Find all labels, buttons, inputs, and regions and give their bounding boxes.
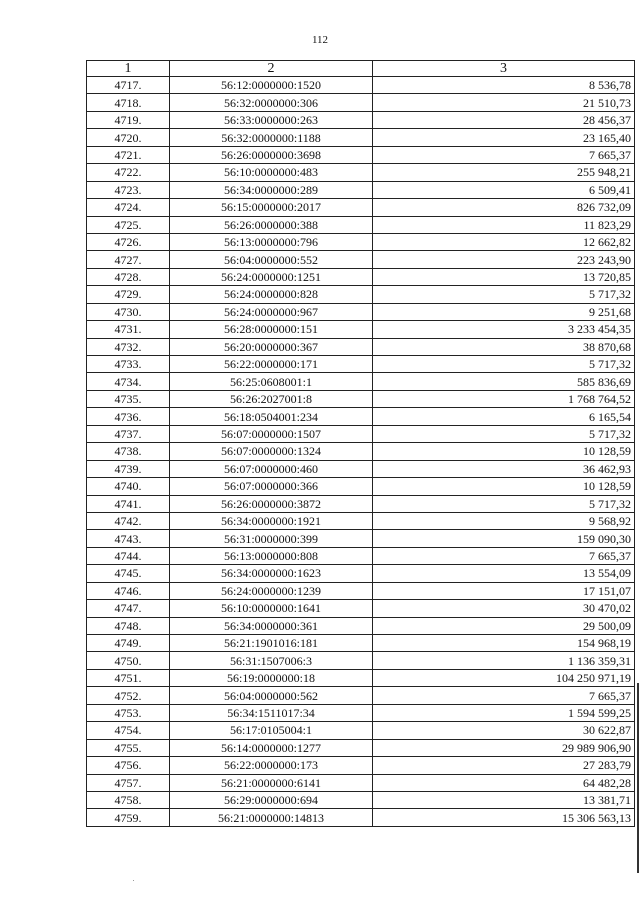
cadastral-number-cell: 56:31:1507006:3 (170, 652, 373, 669)
cadastral-number-cell: 56:32:0000000:1188 (170, 129, 373, 146)
row-number-cell: 4752. (87, 687, 170, 704)
table-row (87, 809, 635, 826)
cadastral-number-cell: 56:20:0000000:367 (170, 338, 373, 355)
value-cell: 13 554,09 (373, 565, 635, 582)
cadastral-number-cell: 56:25:0608001:1 (170, 373, 373, 390)
table-row (87, 600, 635, 617)
value-cell: 64 482,28 (373, 774, 635, 791)
cadastral-number-cell: 56:31:0000000:399 (170, 530, 373, 547)
value-cell: 7 665,37 (373, 146, 635, 163)
column-header-2: 2 (170, 61, 373, 77)
value-cell: 7 665,37 (373, 687, 635, 704)
data-table (86, 60, 635, 827)
column-header-3: 3 (373, 61, 635, 77)
header-row (87, 61, 635, 77)
scan-speck (133, 880, 134, 881)
cadastral-number-cell: 56:15:0000000:2017 (170, 199, 373, 216)
cadastral-number-cell: 56:24:0000000:1239 (170, 582, 373, 599)
table-row (87, 617, 635, 634)
cadastral-number-cell: 56:34:0000000:361 (170, 617, 373, 634)
row-number-cell: 4733. (87, 356, 170, 373)
page-number: 112 (311, 34, 329, 46)
cadastral-number-cell: 56:24:0000000:1251 (170, 268, 373, 285)
row-number-cell: 4723. (87, 181, 170, 198)
row-number-cell: 4726. (87, 233, 170, 250)
table-row (87, 547, 635, 564)
value-cell: 17 151,07 (373, 582, 635, 599)
cadastral-number-cell: 56:26:2027001:8 (170, 390, 373, 407)
cadastral-number-cell: 56:21:0000000:6141 (170, 774, 373, 791)
row-number-cell: 4754. (87, 722, 170, 739)
table-row (87, 460, 635, 477)
cadastral-number-cell: 56:10:0000000:483 (170, 164, 373, 181)
value-cell: 29 989 906,90 (373, 739, 635, 756)
value-cell: 30 470,02 (373, 600, 635, 617)
cadastral-number-cell: 56:24:0000000:828 (170, 286, 373, 303)
row-number-cell: 4746. (87, 582, 170, 599)
value-cell: 7 665,37 (373, 547, 635, 564)
table-row (87, 251, 635, 268)
value-cell: 10 128,59 (373, 443, 635, 460)
row-number-cell: 4750. (87, 652, 170, 669)
value-cell: 13 720,85 (373, 268, 635, 285)
row-number-cell: 4742. (87, 512, 170, 529)
table-row (87, 582, 635, 599)
value-cell: 29 500,09 (373, 617, 635, 634)
cadastral-number-cell: 56:22:0000000:173 (170, 757, 373, 774)
value-cell: 12 662,82 (373, 233, 635, 250)
column-header-1: 1 (87, 61, 170, 77)
cadastral-number-cell: 56:32:0000000:306 (170, 94, 373, 111)
value-cell: 5 717,32 (373, 425, 635, 442)
row-number-cell: 4749. (87, 635, 170, 652)
cadastral-number-cell: 56:07:0000000:460 (170, 460, 373, 477)
value-cell: 8 536,78 (373, 77, 635, 94)
row-number-cell: 4725. (87, 216, 170, 233)
value-cell: 36 462,93 (373, 460, 635, 477)
cadastral-number-cell: 56:26:0000000:388 (170, 216, 373, 233)
row-number-cell: 4757. (87, 774, 170, 791)
cadastral-number-cell: 56:21:0000000:14813 (170, 809, 373, 826)
value-cell: 23 165,40 (373, 129, 635, 146)
table-row (87, 757, 635, 774)
table-row (87, 530, 635, 547)
table-row (87, 425, 635, 442)
row-number-cell: 4756. (87, 757, 170, 774)
table-row (87, 286, 635, 303)
cadastral-number-cell: 56:22:0000000:171 (170, 356, 373, 373)
row-number-cell: 4743. (87, 530, 170, 547)
cadastral-number-cell: 56:34:0000000:1623 (170, 565, 373, 582)
row-number-cell: 4753. (87, 704, 170, 721)
value-cell: 30 622,87 (373, 722, 635, 739)
cadastral-number-cell: 56:34:0000000:1921 (170, 512, 373, 529)
cadastral-number-cell: 56:04:0000000:562 (170, 687, 373, 704)
table-row (87, 303, 635, 320)
table-row (87, 739, 635, 756)
value-cell: 6 165,54 (373, 408, 635, 425)
row-number-cell: 4730. (87, 303, 170, 320)
table-row (87, 722, 635, 739)
row-number-cell: 4717. (87, 77, 170, 94)
value-cell: 21 510,73 (373, 94, 635, 111)
table-body (87, 77, 635, 827)
table-row (87, 356, 635, 373)
table-row (87, 478, 635, 495)
table-row (87, 111, 635, 128)
cadastral-number-cell: 56:24:0000000:967 (170, 303, 373, 320)
value-cell: 28 456,37 (373, 111, 635, 128)
row-number-cell: 4720. (87, 129, 170, 146)
cadastral-number-cell: 56:10:0000000:1641 (170, 600, 373, 617)
table-row (87, 443, 635, 460)
table-row (87, 321, 635, 338)
table-row (87, 233, 635, 250)
table-row (87, 791, 635, 808)
row-number-cell: 4755. (87, 739, 170, 756)
row-number-cell: 4728. (87, 268, 170, 285)
cadastral-number-cell: 56:33:0000000:263 (170, 111, 373, 128)
value-cell: 255 948,21 (373, 164, 635, 181)
cadastral-number-cell: 56:34:1511017:34 (170, 704, 373, 721)
table-row (87, 146, 635, 163)
row-number-cell: 4735. (87, 390, 170, 407)
row-number-cell: 4740. (87, 478, 170, 495)
row-number-cell: 4759. (87, 809, 170, 826)
table-row (87, 408, 635, 425)
table-row (87, 512, 635, 529)
table-row (87, 216, 635, 233)
table-row (87, 268, 635, 285)
row-number-cell: 4748. (87, 617, 170, 634)
row-number-cell: 4727. (87, 251, 170, 268)
row-number-cell: 4718. (87, 94, 170, 111)
value-cell: 5 717,32 (373, 356, 635, 373)
row-number-cell: 4731. (87, 321, 170, 338)
cadastral-number-cell: 56:07:0000000:1507 (170, 425, 373, 442)
row-number-cell: 4744. (87, 547, 170, 564)
value-cell: 27 283,79 (373, 757, 635, 774)
value-cell: 10 128,59 (373, 478, 635, 495)
cadastral-number-cell: 56:34:0000000:289 (170, 181, 373, 198)
value-cell: 5 717,32 (373, 286, 635, 303)
row-number-cell: 4722. (87, 164, 170, 181)
value-cell: 1 768 764,52 (373, 390, 635, 407)
cadastral-number-cell: 56:12:0000000:1520 (170, 77, 373, 94)
cadastral-number-cell: 56:21:1901016:181 (170, 635, 373, 652)
value-cell: 3 233 454,35 (373, 321, 635, 338)
value-cell: 9 251,68 (373, 303, 635, 320)
row-number-cell: 4719. (87, 111, 170, 128)
cadastral-number-cell: 56:17:0105004:1 (170, 722, 373, 739)
table-row (87, 565, 635, 582)
value-cell: 159 090,30 (373, 530, 635, 547)
row-number-cell: 4721. (87, 146, 170, 163)
value-cell: 9 568,92 (373, 512, 635, 529)
cadastral-number-cell: 56:29:0000000:694 (170, 791, 373, 808)
value-cell: 154 968,19 (373, 635, 635, 652)
table-row (87, 373, 635, 390)
row-number-cell: 4747. (87, 600, 170, 617)
table-row (87, 495, 635, 512)
cadastral-number-cell: 56:04:0000000:552 (170, 251, 373, 268)
row-number-cell: 4724. (87, 199, 170, 216)
value-cell: 104 250 971,19 (373, 669, 635, 686)
table-row (87, 774, 635, 791)
cadastral-number-cell: 56:07:0000000:366 (170, 478, 373, 495)
row-number-cell: 4739. (87, 460, 170, 477)
row-number-cell: 4732. (87, 338, 170, 355)
table-row (87, 94, 635, 111)
margin-scan-mark (637, 683, 639, 873)
row-number-cell: 4751. (87, 669, 170, 686)
row-number-cell: 4737. (87, 425, 170, 442)
row-number-cell: 4729. (87, 286, 170, 303)
row-number-cell: 4734. (87, 373, 170, 390)
row-number-cell: 4745. (87, 565, 170, 582)
value-cell: 38 870,68 (373, 338, 635, 355)
cadastral-number-cell: 56:18:0504001:234 (170, 408, 373, 425)
value-cell: 11 823,29 (373, 216, 635, 233)
value-cell: 5 717,32 (373, 495, 635, 512)
cadastral-number-cell: 56:07:0000000:1324 (170, 443, 373, 460)
cadastral-number-cell: 56:19:0000000:18 (170, 669, 373, 686)
value-cell: 13 381,71 (373, 791, 635, 808)
cadastral-number-cell: 56:28:0000000:151 (170, 321, 373, 338)
table-row (87, 164, 635, 181)
value-cell: 585 836,69 (373, 373, 635, 390)
table-row (87, 199, 635, 216)
table-row (87, 669, 635, 686)
table-row (87, 77, 635, 94)
table-row (87, 687, 635, 704)
table-row (87, 338, 635, 355)
table-row (87, 704, 635, 721)
table-row (87, 390, 635, 407)
table-row (87, 652, 635, 669)
value-cell: 1 136 359,31 (373, 652, 635, 669)
value-cell: 826 732,09 (373, 199, 635, 216)
value-cell: 15 306 563,13 (373, 809, 635, 826)
row-number-cell: 4736. (87, 408, 170, 425)
value-cell: 1 594 599,25 (373, 704, 635, 721)
cadastral-number-cell: 56:14:0000000:1277 (170, 739, 373, 756)
table-header (87, 61, 635, 77)
row-number-cell: 4741. (87, 495, 170, 512)
cadastral-number-cell: 56:13:0000000:796 (170, 233, 373, 250)
table-row (87, 635, 635, 652)
cadastral-number-cell: 56:26:0000000:3872 (170, 495, 373, 512)
table-row (87, 181, 635, 198)
value-cell: 6 509,41 (373, 181, 635, 198)
row-number-cell: 4758. (87, 791, 170, 808)
cadastral-number-cell: 56:26:0000000:3698 (170, 146, 373, 163)
row-number-cell: 4738. (87, 443, 170, 460)
table-row (87, 129, 635, 146)
value-cell: 223 243,90 (373, 251, 635, 268)
cadastral-number-cell: 56:13:0000000:808 (170, 547, 373, 564)
